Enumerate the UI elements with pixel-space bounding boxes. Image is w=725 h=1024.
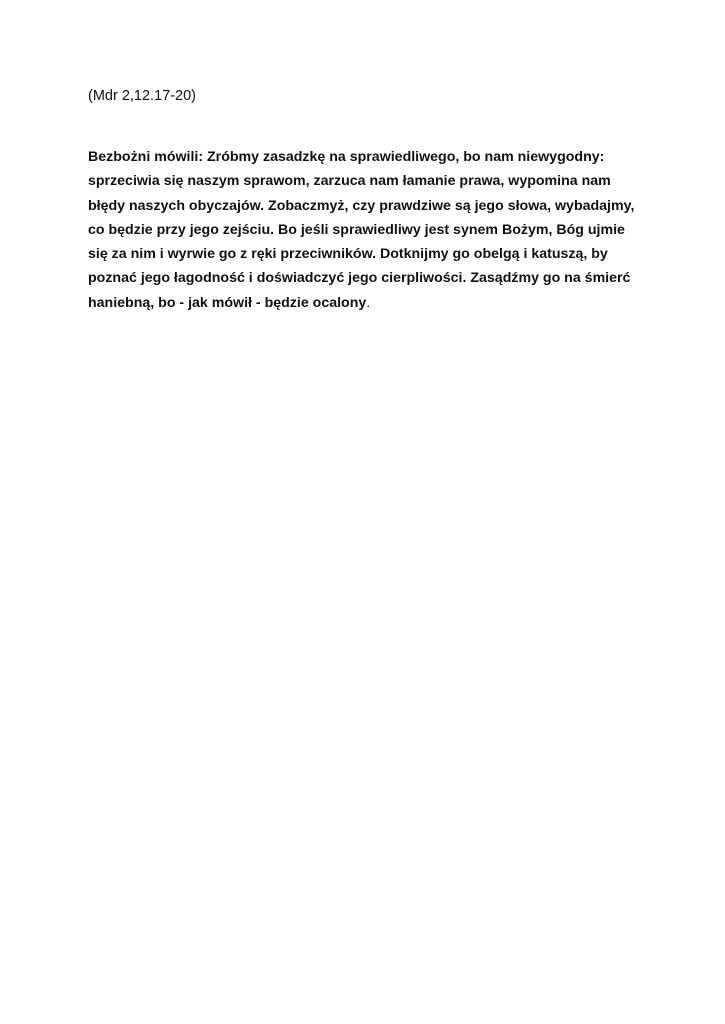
reading-text: Bezbożni mówili: Zróbmy zasadzkę na sprawiedliwego, bo nam niewygodny: sprzeciwia się naszym sprawom, zarzuca nam łamanie prawa, wypomina nam błędy naszych obyczajów. Zobaczmyż, czy prawdziwe są jego słowa, wybadajmy, co będzie przy jego zejściu. Bo jeśli sprawiedliwy jest synem Bożym, Bóg ujmie się za nim i wyrwie go z ręki przeciwników. Dotknijmy go obelgą i katuszą, by poznać jego łagodność i doświadczyć jego cierpliwości. Zasądźmy go na śmierć haniebną, bo - jak mówił - będzie ocalony [88, 149, 635, 311]
trailing-period: . [366, 294, 371, 311]
reading-paragraph [88, 145, 648, 315]
scripture-reference: (Mdr 2,12.17-20) [88, 88, 196, 104]
